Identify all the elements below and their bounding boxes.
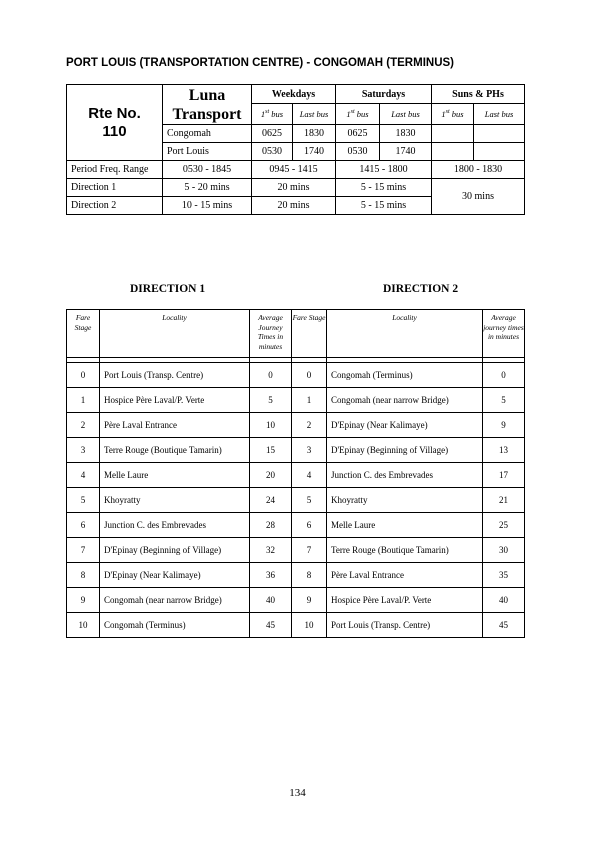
- direction2-journey-time: 0: [483, 363, 525, 388]
- direction1-journey-time: 32: [250, 538, 292, 563]
- weekday-last-bus-header: Last bus: [293, 104, 336, 125]
- frequency-label: Period Freq. Range: [67, 161, 163, 179]
- direction1-locality: Père Laval Entrance: [100, 413, 250, 438]
- direction2-locality: Hospice Père Laval/P. Verte: [327, 588, 483, 613]
- direction2-locality: Congomah (Terminus): [327, 363, 483, 388]
- direction2-journey-time: 5: [483, 388, 525, 413]
- direction1-fare-stage: 4: [67, 463, 100, 488]
- direction2-journey-time: 30: [483, 538, 525, 563]
- direction1-journey-time: 28: [250, 513, 292, 538]
- direction1-fare-stage: 5: [67, 488, 100, 513]
- direction1-journey-time: 20: [250, 463, 292, 488]
- direction1-locality: D'Epinay (Near Kalimaye): [100, 563, 250, 588]
- weekday-first-bus-header: 1st bus: [252, 104, 293, 125]
- table-row: [67, 513, 525, 538]
- headway: 5 - 20 mins: [163, 179, 252, 197]
- table-row: [67, 488, 525, 513]
- weekday-last-time: 1830: [293, 125, 336, 143]
- direction1-heading: DIRECTION 1: [130, 283, 206, 295]
- period-weekdays: Weekdays: [252, 85, 336, 104]
- direction2-journey-time: 13: [483, 438, 525, 463]
- direction2-locality: Khoyratty: [327, 488, 483, 513]
- weekday-first-time: 0530: [252, 143, 293, 161]
- direction2-fare-stage: 0: [292, 363, 327, 388]
- direction1-fare-stage-header: Fare Stage: [67, 310, 100, 358]
- direction1-locality: Congomah (Terminus): [100, 613, 250, 638]
- direction1-fare-stage: 0: [67, 363, 100, 388]
- direction1-fare-stage: 9: [67, 588, 100, 613]
- saturday-first-time: 0625: [336, 125, 380, 143]
- sunday-first-bus-header: 1st bus: [432, 104, 474, 125]
- direction1-journey-time: 5: [250, 388, 292, 413]
- headway: 20 mins: [252, 197, 336, 215]
- direction2-locality: Congomah (near narrow Bridge): [327, 388, 483, 413]
- direction2-locality: Port Louis (Transp. Centre): [327, 613, 483, 638]
- headway: 20 mins: [252, 179, 336, 197]
- operator-name-line2: Transport: [172, 105, 242, 123]
- direction2-locality: Junction C. des Embrevades: [327, 463, 483, 488]
- direction1-fare-stage: 1: [67, 388, 100, 413]
- weekday-first-time: 0625: [252, 125, 293, 143]
- direction1-locality: Port Louis (Transp. Centre): [100, 363, 250, 388]
- sunday-headway: 30 mins: [432, 179, 525, 215]
- stops-table: [66, 309, 525, 638]
- direction2-fare-stage: 7: [292, 538, 327, 563]
- page-number: 134: [289, 787, 306, 799]
- direction2-locality: Père Laval Entrance: [327, 563, 483, 588]
- direction1-journey-time: 10: [250, 413, 292, 438]
- direction2-label: Direction 2: [67, 197, 163, 215]
- direction2-fare-stage: 1: [292, 388, 327, 413]
- route-label: Rte No.: [88, 104, 141, 122]
- direction1-fare-stage: 10: [67, 613, 100, 638]
- place-name: Port Louis: [163, 143, 252, 161]
- saturday-last-bus-header: Last bus: [380, 104, 432, 125]
- direction1-frequency-row: [67, 179, 525, 197]
- direction2-journey-time: 45: [483, 613, 525, 638]
- direction2-fare-stage: 8: [292, 563, 327, 588]
- direction1-journey-time: 0: [250, 363, 292, 388]
- stops-header-row: [67, 310, 525, 358]
- direction1-locality: D'Epinay (Beginning of Village): [100, 538, 250, 563]
- direction2-fare-stage: 10: [292, 613, 327, 638]
- schedule-table: [66, 84, 525, 215]
- frequency-range: 0530 - 1845: [163, 161, 252, 179]
- direction2-fare-stage: 9: [292, 588, 327, 613]
- saturday-first-time: 0530: [336, 143, 380, 161]
- direction2-journey-time: 25: [483, 513, 525, 538]
- direction1-locality: Khoyratty: [100, 488, 250, 513]
- period-sundays: Suns & PHs: [432, 85, 525, 104]
- direction2-journey-time: 17: [483, 463, 525, 488]
- table-row: [67, 363, 525, 388]
- direction2-journey-time: 35: [483, 563, 525, 588]
- direction2-fare-stage-header: Fare Stage: [292, 310, 327, 358]
- direction2-locality: D'Epinay (Beginning of Village): [327, 438, 483, 463]
- sunday-first-time: [432, 143, 474, 161]
- table-row: [67, 588, 525, 613]
- direction1-fare-stage: 8: [67, 563, 100, 588]
- direction1-journey-time: 15: [250, 438, 292, 463]
- route-number-cell: [67, 85, 163, 161]
- direction2-locality: Melle Laure: [327, 513, 483, 538]
- direction1-time-header: Average Journey Times in minutes: [250, 310, 292, 358]
- frequency-range: 1800 - 1830: [432, 161, 525, 179]
- sunday-last-time: [474, 143, 525, 161]
- operator-cell: [163, 85, 252, 125]
- direction2-heading: DIRECTION 2: [383, 283, 459, 295]
- table-row: [67, 563, 525, 588]
- direction1-fare-stage: 3: [67, 438, 100, 463]
- headway: 10 - 15 mins: [163, 197, 252, 215]
- direction1-fare-stage: 6: [67, 513, 100, 538]
- direction1-journey-time: 24: [250, 488, 292, 513]
- direction2-fare-stage: 3: [292, 438, 327, 463]
- weekday-last-time: 1740: [293, 143, 336, 161]
- direction2-time-header: Average journey times in minutes: [483, 310, 525, 358]
- direction2-journey-time: 40: [483, 588, 525, 613]
- table-row: [67, 388, 525, 413]
- sunday-last-time: [474, 125, 525, 143]
- direction1-locality-header: Locality: [100, 310, 250, 358]
- direction2-locality-header: Locality: [327, 310, 483, 358]
- frequency-row: [67, 161, 525, 179]
- direction1-label: Direction 1: [67, 179, 163, 197]
- direction1-locality: Junction C. des Embrevades: [100, 513, 250, 538]
- frequency-range: 1415 - 1800: [336, 161, 432, 179]
- direction2-fare-stage: 4: [292, 463, 327, 488]
- place-name: Congomah: [163, 125, 252, 143]
- table-row: [67, 538, 525, 563]
- direction1-locality: Hospice Père Laval/P. Verte: [100, 388, 250, 413]
- frequency-range: 0945 - 1415: [252, 161, 336, 179]
- sunday-last-bus-header: Last bus: [474, 104, 525, 125]
- saturday-last-time: 1830: [380, 125, 432, 143]
- table-row: [67, 463, 525, 488]
- direction1-journey-time: 36: [250, 563, 292, 588]
- direction2-locality: Terre Rouge (Boutique Tamarin): [327, 538, 483, 563]
- direction2-journey-time: 21: [483, 488, 525, 513]
- direction1-locality: Terre Rouge (Boutique Tamarin): [100, 438, 250, 463]
- direction1-locality: Melle Laure: [100, 463, 250, 488]
- period-saturdays: Saturdays: [336, 85, 432, 104]
- direction1-fare-stage: 2: [67, 413, 100, 438]
- saturday-first-bus-header: 1st bus: [336, 104, 380, 125]
- table-row: [67, 413, 525, 438]
- operator-name-line1: Luna: [188, 86, 226, 104]
- direction2-fare-stage: 2: [292, 413, 327, 438]
- direction1-locality: Congomah (near narrow Bridge): [100, 588, 250, 613]
- table-row: [67, 438, 525, 463]
- saturday-last-time: 1740: [380, 143, 432, 161]
- direction2-journey-time: 9: [483, 413, 525, 438]
- table-row: [67, 613, 525, 638]
- direction2-fare-stage: 5: [292, 488, 327, 513]
- direction1-fare-stage: 7: [67, 538, 100, 563]
- page-title: PORT LOUIS (TRANSPORTATION CENTRE) - CONGOMAH (TERMINUS): [66, 57, 454, 69]
- direction1-journey-time: 40: [250, 588, 292, 613]
- route-number: 110: [102, 122, 127, 140]
- headway: 5 - 15 mins: [336, 197, 432, 215]
- direction1-journey-time: 45: [250, 613, 292, 638]
- direction2-fare-stage: 6: [292, 513, 327, 538]
- direction2-locality: D'Epinay (Near Kalimaye): [327, 413, 483, 438]
- headway: 5 - 15 mins: [336, 179, 432, 197]
- sunday-first-time: [432, 125, 474, 143]
